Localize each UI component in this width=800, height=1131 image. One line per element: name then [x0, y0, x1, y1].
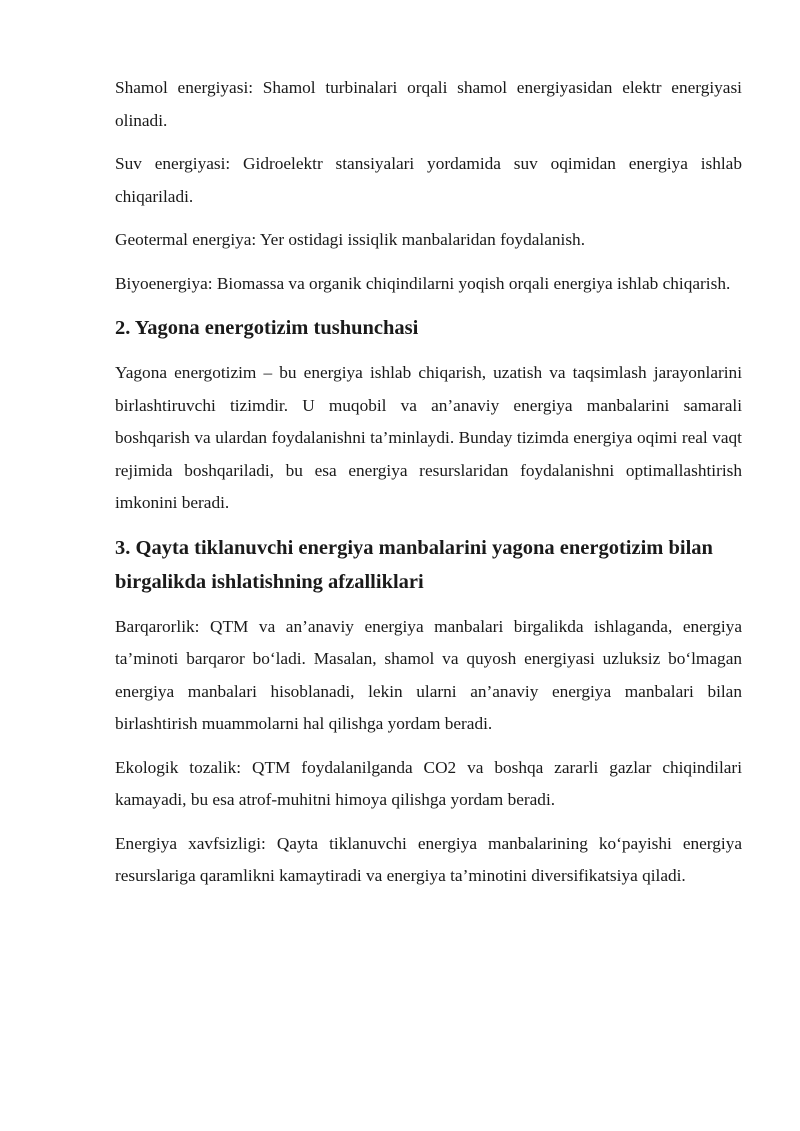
paragraph-unified-grid: Yagona energotizim – bu energiya ishlab chiqarish, uzatish va taqsimlash jarayonlarini birlashtiruvchi tizimdir. U muqobil va an’anaviy energiya manbalarini samarali boshqarish va ulardan foydalanishni ta’minlaydi. Bunday tizimda energiya oqimi real vaqt rejimida boshqariladi, bu esa energiya resurslaridan foydalanishni optimallashtirish imkonini beradi. — [115, 363, 742, 512]
paragraph-ecology: Ekologik tozalik: QTM foydalanilganda CO2 va boshqa zararli gazlar chiqindilari kamayadi, bu esa atrof-muhitni himoya qilishga yordam beradi. — [115, 757, 742, 809]
paragraph-stability: Barqarorlik: QTM va an’anaviy energiya manbalari birgalikda ishlaganda, energiya ta’minoti barqaror bo‘ladi. Masalan, shamol va quyosh energiyasi uzluksiz bo‘lmagan energiya manbalari hisoblanadi, lekin ularni an’anaviy energiya manbalari bilan birlashtirish muammolarni hal qilishga yordam beradi. — [115, 616, 742, 733]
paragraph-bioenergy: Biyoenergiya: Biomassa va organik chiqindilarni yoqish orqali energiya ishlab chiqarish. — [115, 273, 731, 293]
paragraph-wind-energy: Shamol energiyasi: Shamol turbinalari orqali shamol energiyasidan elektr energiyasi olinadi. — [115, 78, 742, 130]
paragraph-water-energy: Suv energiyasi: Gidroelektr stansiyalari yordamida suv oqimidan energiya ishlab chiqariladi. — [115, 154, 742, 206]
page-content — [115, 72, 742, 904]
section-heading-advantages: 3. Qayta tiklanuvchi energiya manbalarini yagona energotizim bilan birgalikda ishlatishning afzalliklari — [115, 536, 713, 593]
paragraph-geothermal-energy: Geotermal energiya: Yer ostidagi issiqlik manbalaridan foydalanish. — [115, 230, 586, 249]
paragraph-energy-security: Energiya xavfsizligi: Qayta tiklanuvchi energiya manbalarining ko‘payishi energiya resurslariga qaramlikni kamaytiradi va energiya ta’minotini diversifikatsiya qiladi. — [115, 833, 742, 885]
section-heading-unified-grid: 2. Yagona energotizim tushunchasi — [115, 317, 419, 339]
